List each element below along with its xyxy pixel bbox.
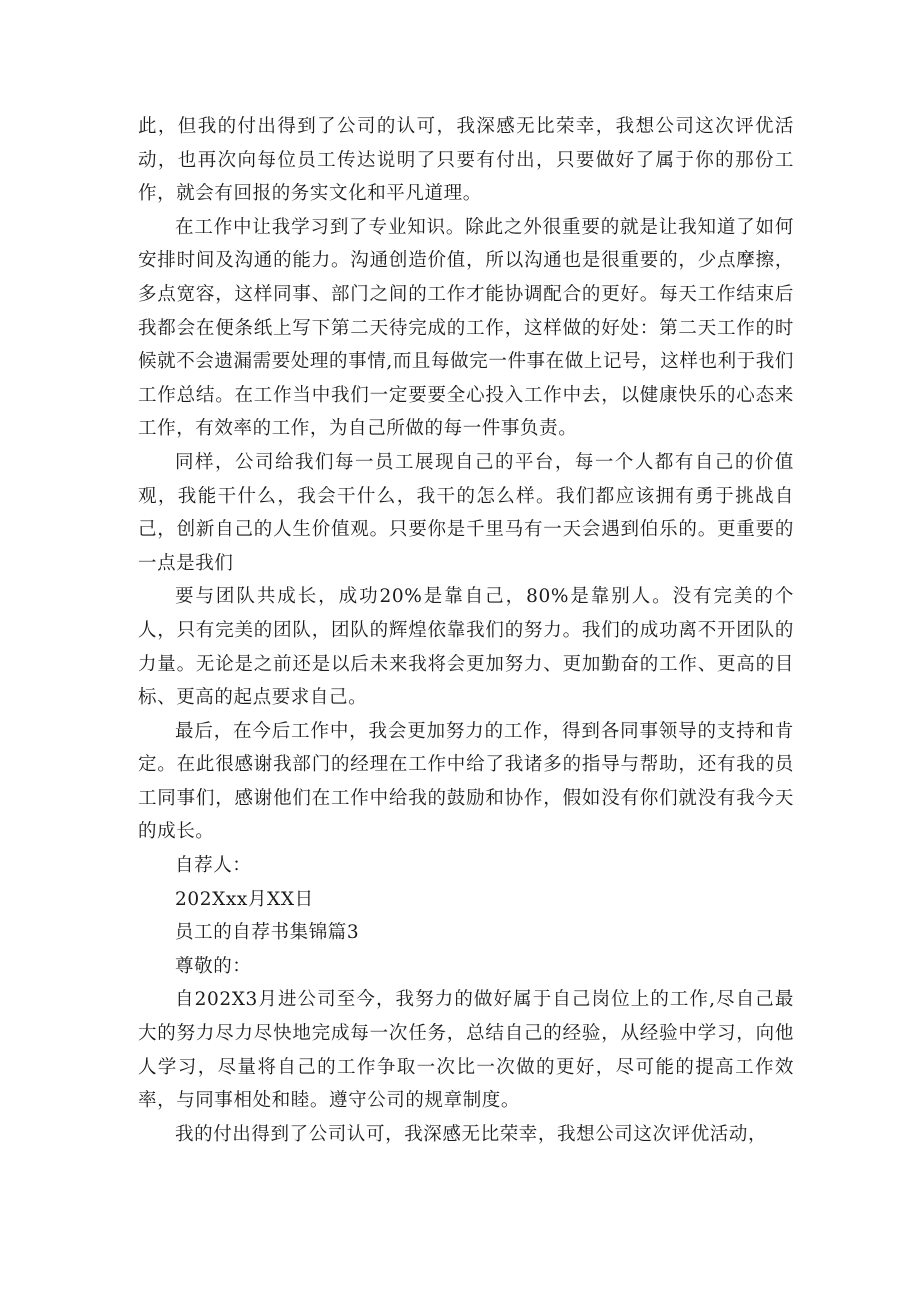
paragraph-continued-praise: 此，但我的付出得到了公司的认可，我深感无比荣幸，我想公司这次评优活动，也再次向每位员工传达说明了只要有付出，只要做好了属于你的那份工作，就会有回报的务实文化和平凡道理。: [138, 116, 794, 205]
document-body: [138, 110, 794, 1151]
signature-label: 自荐人：: [175, 855, 252, 877]
paragraph-recognition: 我的付出得到了公司认可，我深感无比荣幸，我想公司这次评优活动，: [175, 1123, 768, 1145]
salutation: 尊敬的：: [175, 955, 252, 977]
signature-date: 202Xxx月XX日: [175, 888, 314, 910]
paragraph-team-growth: 要与团队共成长，成功20%是靠自己，80%是靠别人。没有完美的个人，只有完美的团队，团队的辉煌依靠我们的努力。我们的成功离不开团队的力量。无论是之前还是以后未来我将会更加努力、更加勤奋的工作、更高的目标、更高的起点要求自己。: [138, 586, 794, 709]
paragraph-closing-thanks: 最后，在今后工作中，我会更加努力的工作，得到各同事领导的支持和肯定。在此很感谢我部门的经理在工作中给了我诸多的指导与帮助，还有我的员工同事们，感谢他们在工作中给我的鼓励和协作，假如没有你们就没有我今天的成长。: [138, 720, 794, 843]
paragraph-since-joining: 自202X3月进公司至今，我努力的做好属于自己岗位上的工作,尽自己最大的努力尽力尽快地完成每一次任务，总结自己的经验，从经验中学习，向他人学习，尽量将自己的工作争取一次比一次做的更好，尽可能的提高工作效率，与同事相处和睦。遵守公司的规章制度。: [138, 989, 794, 1112]
paragraph-work-learning: 在工作中让我学习到了专业知识。除此之外很重要的就是让我知道了如何安排时间及沟通的能力。沟通创造价值，所以沟通也是很重要的，少点摩擦，多点宽容，这样同事、部门之间的工作才能协调配合的更好。每天工作结束后我都会在便条纸上写下第二天待完成的工作，这样做的好处：第二天工作的时候就不会遗漏需要处理的事情,而且每做完一件事在做上记号，这样也利于我们工作总结。在工作当中我们一定要要全心投入工作中去，以健康快乐的心态来工作，有效率的工作，为自己所做的每一件事负责。: [138, 216, 794, 440]
paragraph-company-platform: 同样，公司给我们每一员工展现自己的平台，每一个人都有自己的价值观，我能干什么，我会干什么，我干的怎么样。我们都应该拥有勇于挑战自己，创新自己的人生价值观。只要你是千里马有一天会遇到伯乐的。更重要的一点是我们: [138, 451, 794, 574]
section-heading: 员工的自荐书集锦篇3: [175, 922, 360, 944]
